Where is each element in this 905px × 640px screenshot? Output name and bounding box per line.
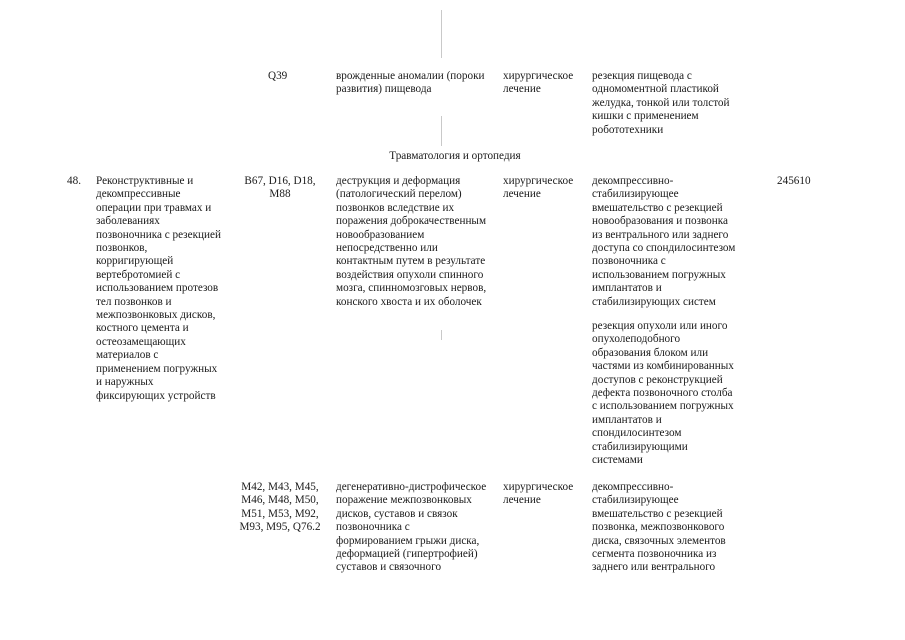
- row-48-number: 48.: [67, 175, 81, 187]
- row-48-treatment-type: хирургическое лечение: [503, 175, 574, 201]
- scan-artifact-line: [441, 116, 442, 146]
- row-48b-code: М42, М43, М45, М46, М48, М50, М51, М53, М92, М93, М95, Q76.2: [239, 481, 321, 534]
- scan-artifact-line: [441, 10, 442, 58]
- row-48-code: В67, D16, D18, М88: [244, 175, 316, 201]
- row-48-cost: 245610: [777, 175, 811, 187]
- row-48-method-2: резекция опухоли или иного опухолеподобного образования блоком или частями из комбинированных доступов с реконструкцией дефекта позвоночного столба с использованием погружных имплантатов и спондилосинтезом стабилизирующими системами: [592, 320, 734, 467]
- row-48b-patient-model: дегенеративно-дистрофическое поражение межпозвонковых дисков, суставов и связок позвоночника с формированием грыжи диска, деформацией (гипертрофией) суставов и связочного: [336, 481, 487, 574]
- row-48b-treatment-type: хирургическое лечение: [503, 481, 574, 507]
- section-title: Травматология и ортопедия: [389, 150, 521, 162]
- row-q39-method: резекция пищевода с одномоментной пластикой желудка, тонкой или толстой кишки с применением робототехники: [592, 70, 730, 136]
- row-q39-code: Q39: [268, 70, 288, 82]
- row-48-method-1: декомпрессивно- стабилизирующее вмешательство с резекцией новообразования и позвонка из вентрального или заднего доступа со спондилосинтезом позвоночника с использованием погружных имплантатов и стабилизирующих систем: [592, 175, 736, 308]
- row-q39-patient-model: врожденные аномалии (пороки развития) пищевода: [336, 70, 485, 96]
- scan-artifact-line: [441, 330, 442, 340]
- row-48b-method: декомпрессивно- стабилизирующее вмешательство с резекцией позвонка, межпозвонкового диска, связочных элементов сегмента позвоночника из заднего или вентрального: [592, 481, 726, 574]
- row-48-name: Реконструктивные и декомпрессивные операции при травмах и заболеваниях позвоночника с резекцией позвонков, корригирующей вертебротомией с использованием протезов тел позвонков и межпозвонковых дисков, костного цемента и остеозамещающих материалов с применением погружных и наружных фиксирующих устройств: [96, 175, 221, 402]
- row-q39-treatment-type: хирургическое лечение: [503, 70, 574, 96]
- row-48-patient-model: деструкция и деформация (патологический перелом) позвонков вследствие их поражения доброкачественным новообразованием непосредственно или контактным путем в результате воздействия опухоли спинного мозга, спинномозговых нервов, конского хвоста и их оболочек: [336, 175, 487, 308]
